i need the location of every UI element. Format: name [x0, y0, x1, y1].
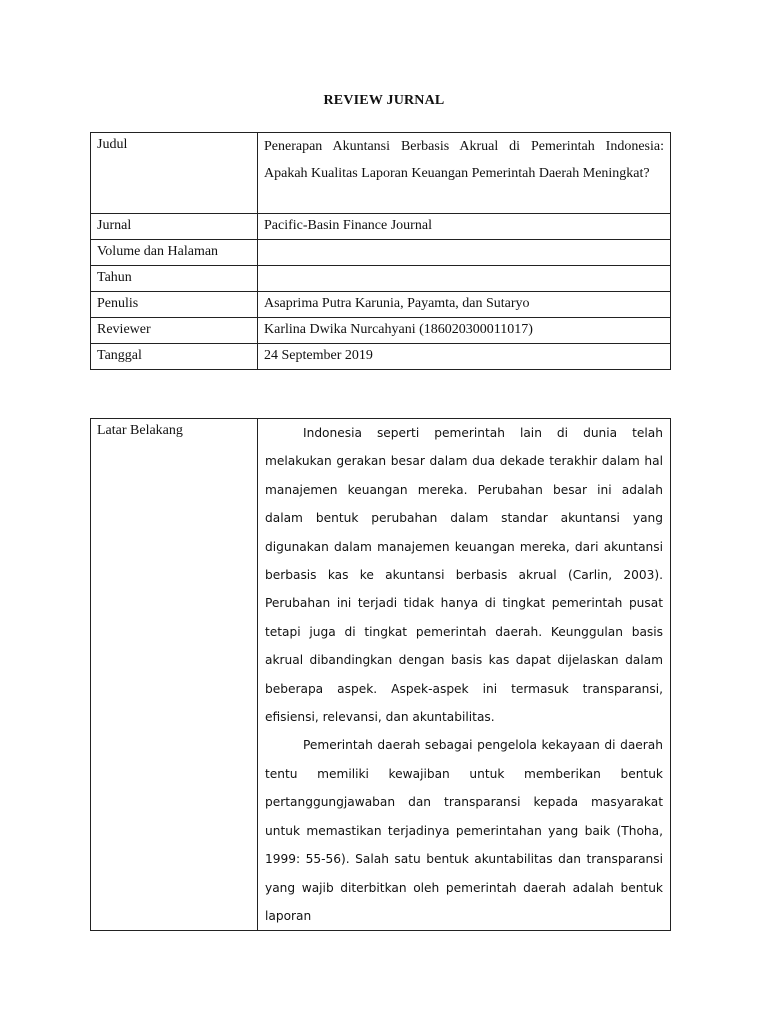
table-row — [91, 240, 671, 266]
paragraph-2: Pemerintah daerah sebagai pengelola kekayaan di daerah tentu memiliki kewajiban untuk memberikan bentuk pertanggungjawaban dan transparansi kepada masyarakat untuk memastikan terjadinya pemerintahan yang baik (Thoha, 1999: 55-56). Salah satu bentuk akuntabilitas dan transparansi yang wajib diterbitkan oleh pemerintah daerah adalah bentuk laporan — [265, 738, 663, 923]
row-label-judul: Judul — [91, 133, 258, 214]
table-row — [91, 214, 671, 240]
row-label-volume: Volume dan Halaman — [91, 240, 258, 266]
page-title: REVIEW JURNAL — [323, 93, 445, 108]
table-row — [91, 344, 671, 370]
row-value-tahun — [258, 266, 671, 292]
row-label-tahun: Tahun — [91, 266, 258, 292]
row-label-latar-belakang: Latar Belakang — [91, 419, 258, 931]
row-label-tanggal: Tanggal — [91, 344, 258, 370]
row-value-volume — [258, 240, 671, 266]
table-row — [91, 266, 671, 292]
table-row — [91, 292, 671, 318]
table-row — [91, 133, 671, 214]
review-table — [90, 418, 671, 931]
row-value-reviewer: Karlina Dwika Nurcahyani (186020300011017) — [258, 318, 671, 344]
row-label-jurnal: Jurnal — [91, 214, 258, 240]
paragraph-1: Indonesia seperti pemerintah lain di dunia telah melakukan gerakan besar dalam dua dekade terakhir dalam hal manajemen keuangan mereka. Perubahan besar ini adalah dalam bentuk perubahan dalam standar akuntansi yang digunakan dalam manajemen keuangan mereka, dari akuntansi berbasis kas ke akuntansi berbasis akrual (Carlin, 2003). Perubahan ini terjadi tidak hanya di tingkat pemerintah pusat tetapi juga di tingkat pemerintah daerah. Keunggulan basis akrual dibandingkan dengan basis kas dapat dijelaskan dalam beberapa aspek. Aspek-aspek ini termasuk transparansi, efisiensi, relevansi, dan akuntabilitas. — [265, 426, 663, 725]
row-label-reviewer: Reviewer — [91, 318, 258, 344]
row-label-penulis: Penulis — [91, 292, 258, 318]
row-value-penulis: Asaprima Putra Karunia, Payamta, dan Sutaryo — [258, 292, 671, 318]
latar-belakang-content — [258, 419, 671, 931]
table-row — [91, 318, 671, 344]
journal-info-table — [90, 132, 671, 370]
table-row — [91, 419, 671, 931]
row-value-tanggal: 24 September 2019 — [258, 344, 671, 370]
row-value-jurnal: Pacific-Basin Finance Journal — [258, 214, 671, 240]
row-value-judul: Penerapan Akuntansi Berbasis Akrual di Pemerintah Indonesia: Apakah Kualitas Laporan Keuangan Pemerintah Daerah Meningkat? — [258, 133, 671, 214]
